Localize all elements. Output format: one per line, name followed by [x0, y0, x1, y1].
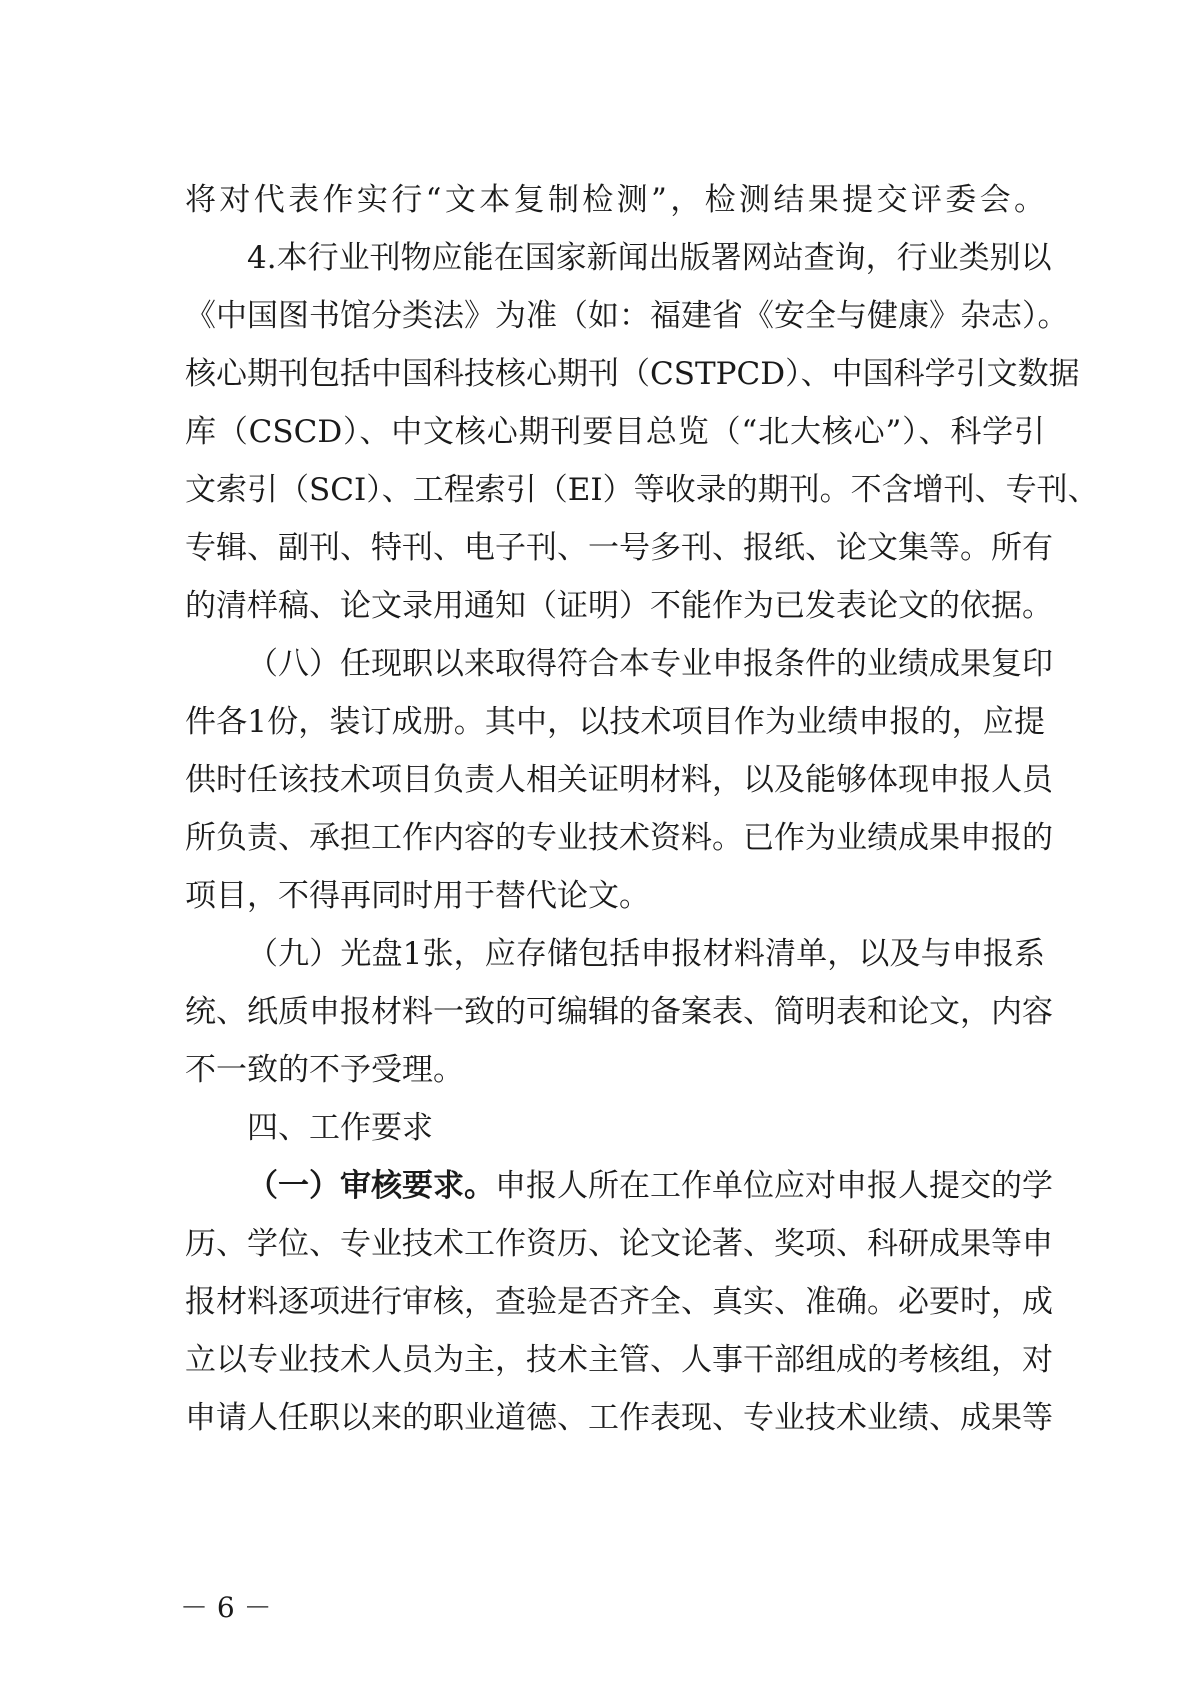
paragraph-line: （九）光盘1张，应存储包括申报材料清单，以及与申报系 [247, 936, 1045, 972]
paragraph-line: 立以专业技术人员为主，技术主管、人事干部组成的考核组，对 [185, 1342, 1053, 1378]
page-number: － 6 － [180, 1591, 272, 1624]
paragraph-line: 供时任该技术项目负责人相关证明材料，以及能够体现申报人员 [185, 762, 1053, 798]
paragraph-line: 将对代表作实行“文本复制检测”，检测结果提交评委会。 [185, 182, 1045, 218]
paragraph-line: 件各1份，装订成册。其中，以技术项目作为业绩申报的，应提 [185, 704, 1045, 740]
paragraph-line: （八）任现职以来取得符合本专业申报条件的业绩成果复印 [247, 646, 1053, 682]
paragraph-line: 统、纸质申报材料一致的可编辑的备案表、简明表和论文，内容 [185, 994, 1053, 1030]
paragraph-line: 核心期刊包括中国科技核心期刊（CSTPCD）、中国科学引文数据 [185, 356, 1080, 392]
paragraph-line [247, 1166, 1053, 1206]
paragraph-line: 报材料逐项进行审核，查验是否齐全、真实、准确。必要时，成 [185, 1284, 1053, 1320]
paragraph-line: 所负责、承担工作内容的专业技术资料。已作为业绩成果申报的 [185, 820, 1053, 856]
paragraph-line: 不一致的不予受理。 [185, 1052, 464, 1088]
paragraph-line: 申请人任职以来的职业道德、工作表现、专业技术业绩、成果等 [185, 1400, 1053, 1436]
paragraph-line: 4.本行业刊物应能在国家新闻出版署网站查询，行业类别以 [247, 240, 1052, 276]
paragraph-line: 专辑、副刊、特刊、电子刊、一号多刊、报纸、论文集等。所有 [185, 530, 1053, 566]
paragraph-line: 《中国图书馆分类法》为准（如：福建省《安全与健康》杂志）。 [185, 298, 1069, 334]
paragraph-line: 库（CSCD）、中文核心期刊要目总览（“北大核心”）、科学引 [185, 414, 1045, 450]
subsection-title: （一）审核要求。 [247, 1168, 495, 1204]
paragraph-line: 文索引（SCI）、工程索引（EI）等收录的期刊。不含增刊、专刊、 [185, 472, 1099, 508]
paragraph-text: 申报人所在工作单位应对申报人提交的学 [495, 1168, 1053, 1204]
paragraph-line: 的清样稿、论文录用通知（证明）不能作为已发表论文的依据。 [185, 588, 1053, 624]
section-heading: 四、工作要求 [247, 1110, 433, 1146]
paragraph-line: 历、学位、专业技术工作资历、论文论著、奖项、科研成果等申 [185, 1226, 1053, 1262]
paragraph-line: 项目，不得再同时用于替代论文。 [185, 878, 650, 914]
